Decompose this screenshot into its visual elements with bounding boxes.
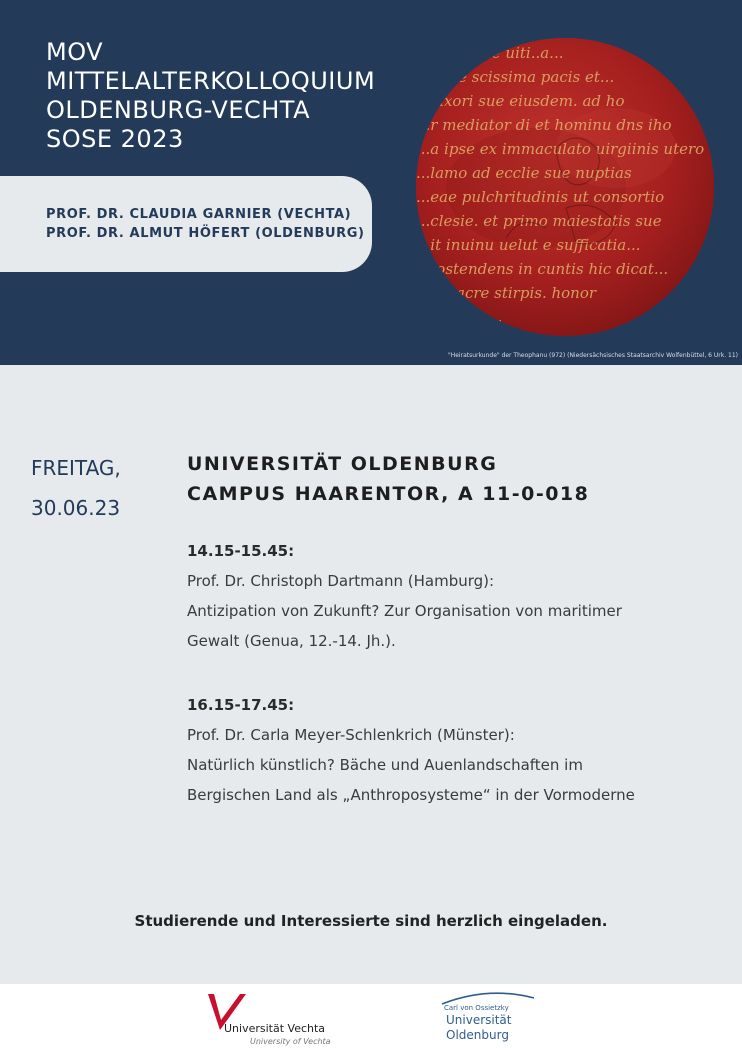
oldenburg-universitaet: Universität [446,1013,512,1027]
session-time: 14.15-15.45: [187,542,295,560]
title-line: MOV [46,38,104,66]
session-speaker: Prof. Dr. Christoph Dartmann (Hamburg): [187,572,495,590]
session-time: 16.15-17.45: [187,696,295,714]
logo-footer [0,984,742,1050]
vechta-logo [206,992,336,1048]
manuscript-line: ...ostendens in cuntis hic dicat... [422,260,669,278]
header-banner [0,0,742,365]
session-speaker: Prof. Dr. Carla Meyer-Schlenkrich (Münster): [187,726,515,744]
vechta-subtitle: University of Vechta [250,1037,331,1046]
venue-line-1: UNIVERSITÄT OLDENBURG [187,453,498,475]
manuscript-line: ...r mediator di et hominu dns iho [416,116,672,134]
oldenburg-logo [438,990,538,1048]
event-date [31,448,121,528]
venue-line-2: CAMPUS HAARENTOR, A 11-0-018 [187,483,590,505]
invitation-text: Studierende und Interessierte sind herzlich eingeladen. [134,912,608,930]
manuscript-line: ...eae scissima pacis et... [426,68,615,86]
manuscript-image-svg [416,38,714,336]
manuscript-line: ...uxori sue eiusdem. ad ho [420,92,625,110]
manuscript-image [416,38,714,336]
session-title-line: Natürlich künstlich? Bäche und Auenlandschaften im [187,756,583,774]
colloquium-title [46,38,375,154]
image-caption: "Heiratsurkunde" der Theophanu (972) (Niedersächsisches Staatsarchiv Wolfenbüttel, 6 Urk. 11) [447,352,738,359]
title-line: SOSE 2023 [46,125,184,153]
event-day: FREITAG, [31,456,121,480]
session-title-line: Bergischen Land als „Anthroposysteme“ in der Vormoderne [187,786,635,804]
session-title-line: Antizipation von Zukunft? Zur Organisation von maritimer [187,602,622,620]
manuscript-line: ...sacre stirpis. honor [434,284,597,302]
session-1 [187,536,622,656]
organizer-garnier: PROF. DR. CLAUDIA GARNIER (VECHTA) [46,207,352,222]
manuscript-line: ...it inuinu uelut e sufficatia... [416,236,641,254]
manuscript-line: ...lamo ad ecclie sue nuptias [416,164,632,182]
session-title-line: Gewalt (Genua, 12.-14. Jh.). [187,632,396,650]
title-line: MITTELALTERKOLLOQUIUM [46,67,376,95]
vechta-name: Universität Vechta [224,1022,326,1035]
oldenburg-city: Oldenburg [446,1028,509,1042]
session-2 [187,690,635,810]
manuscript-line: ...clesie. et primo maiestatis sue [416,212,662,230]
oldenburg-ossietzky: Carl von Ossietzky [444,1004,509,1012]
title-line: OLDENBURG-VECHTA [46,96,311,124]
organizer-hoefert: PROF. DR. ALMUT HÖFERT (OLDENBURG) [46,226,365,241]
organizers [46,205,365,243]
manuscript-line: ...ae... [456,308,503,326]
manuscript-line: ...eae pulchritudinis ut consortio [416,188,665,206]
event-venue [187,449,589,509]
event-date-value: 30.06.23 [31,496,121,520]
manuscript-line: ...nature uiti..a... [436,44,564,62]
manuscript-line: ...a ipse ex immaculato uirgiinis utero [416,140,705,158]
